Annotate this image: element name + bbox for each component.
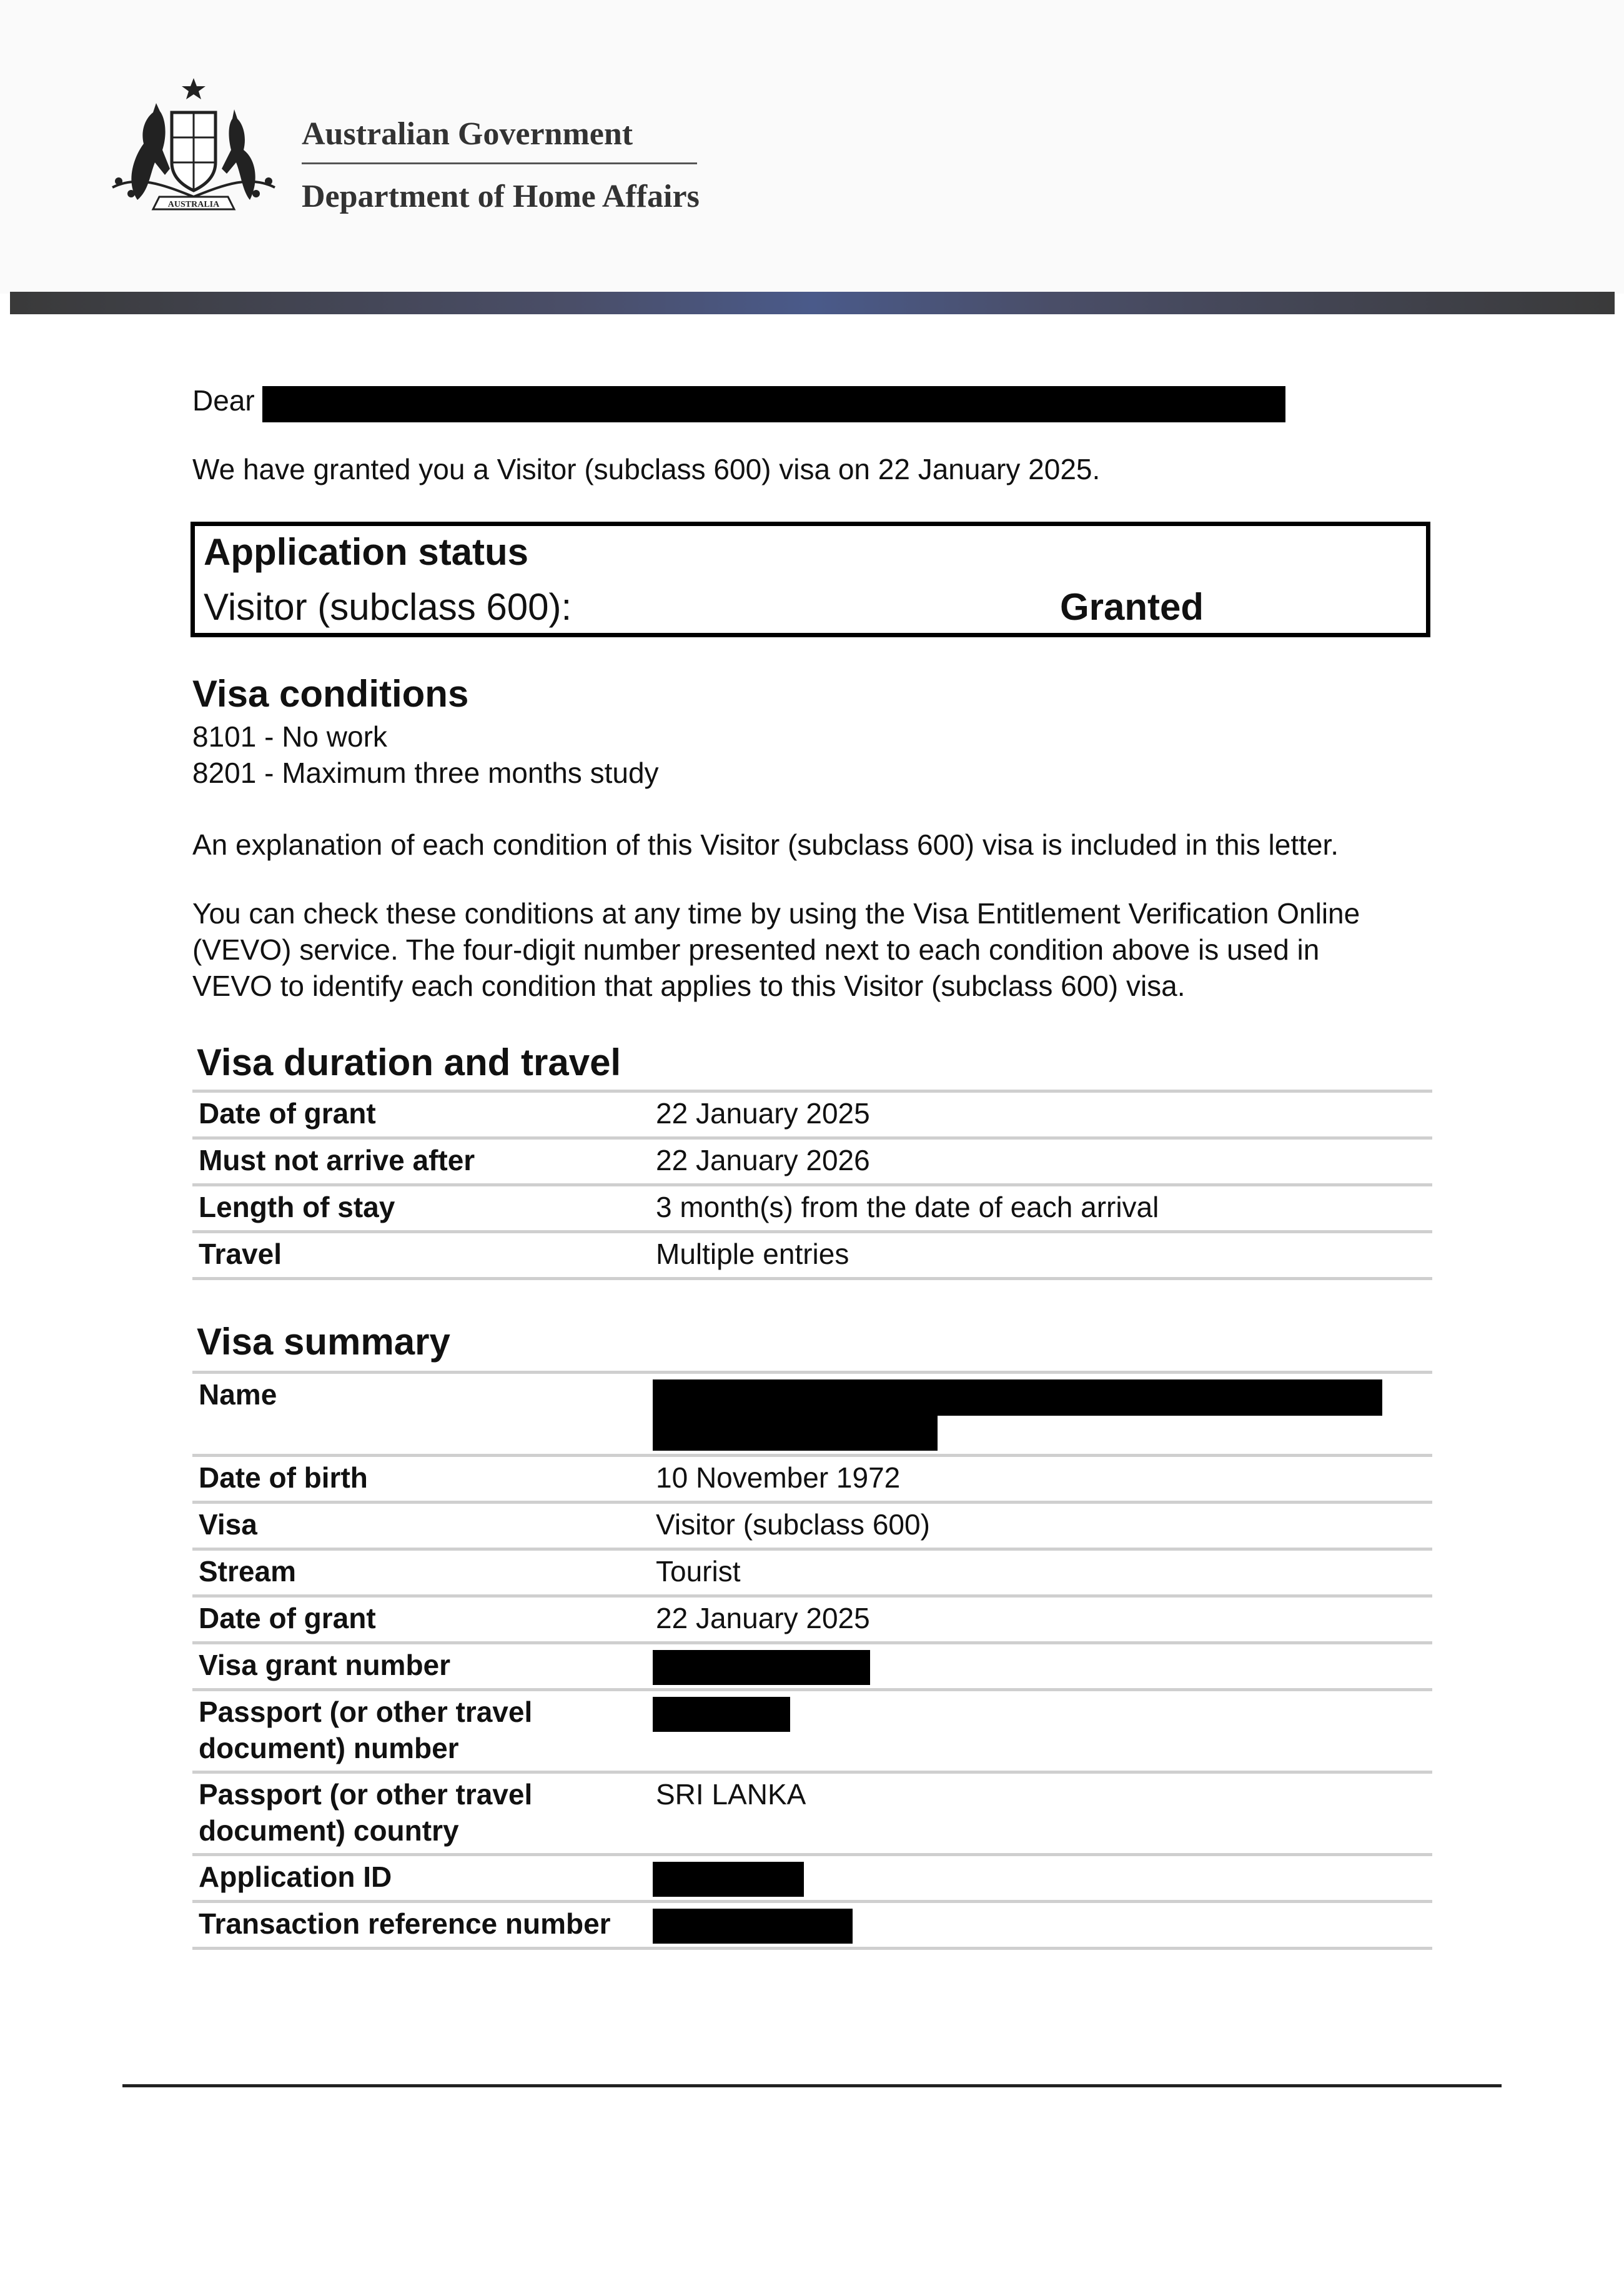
row-label: Date of grant xyxy=(199,1602,376,1634)
duration-table xyxy=(192,1090,1432,1280)
row-label-continued: document) number xyxy=(199,1732,459,1764)
row-label: Visa grant number xyxy=(199,1649,451,1681)
header-band xyxy=(10,292,1615,314)
summary-title: Visa summary xyxy=(197,1321,450,1363)
row-label: Name xyxy=(199,1378,277,1411)
status-label: Visitor (subclass 600): xyxy=(204,586,572,628)
redacted-passport-number xyxy=(653,1697,790,1732)
table-row xyxy=(192,1641,1432,1688)
table-row xyxy=(192,1230,1432,1280)
status-heading: Application status xyxy=(204,531,529,573)
vevo-paragraph-line: VEVO to identify each condition that applies to this Visitor (subclass 600) visa. xyxy=(192,970,1186,1002)
vevo-paragraph-line: You can check these conditions at any time by using the Visa Entitlement Verification Online xyxy=(192,897,1360,930)
grant-statement: We have granted you a Visitor (subclass 600) visa on 22 January 2025. xyxy=(192,453,1101,485)
table-row xyxy=(192,1454,1432,1501)
letterhead-divider xyxy=(302,162,697,164)
condition-item: 8101 - No work xyxy=(192,720,387,753)
redacted-transaction-reference xyxy=(653,1909,853,1944)
table-row xyxy=(192,1136,1432,1183)
status-value: Granted xyxy=(1060,586,1204,628)
table-row xyxy=(192,1183,1432,1230)
table-row xyxy=(192,1371,1432,1454)
table-row xyxy=(192,1900,1432,1950)
department-name: Department of Home Affairs xyxy=(302,179,700,214)
table-row xyxy=(192,1548,1432,1594)
row-value: Tourist xyxy=(656,1555,741,1588)
conditions-explanation: An explanation of each condition of this Visitor (subclass 600) visa is included in this letter. xyxy=(192,828,1339,861)
row-value: 22 January 2025 xyxy=(656,1602,870,1634)
conditions-title: Visa conditions xyxy=(192,673,469,715)
row-label: Must not arrive after xyxy=(199,1144,475,1176)
redacted-name-line-1 xyxy=(653,1379,1382,1416)
row-label: Date of grant xyxy=(199,1097,376,1130)
application-status-box xyxy=(191,522,1430,637)
row-value: 10 November 1972 xyxy=(656,1461,901,1494)
government-name: Australian Government xyxy=(302,116,633,152)
crest-banner-text: AUSTRALIA xyxy=(167,200,220,209)
summary-table xyxy=(192,1371,1432,1950)
table-row xyxy=(192,1688,1432,1771)
row-label: Visa xyxy=(199,1508,257,1541)
table-row xyxy=(192,1090,1432,1136)
footer-divider xyxy=(122,2084,1502,2087)
redacted-name-line-2 xyxy=(653,1416,938,1451)
table-row xyxy=(192,1853,1432,1900)
row-label: Passport (or other travel xyxy=(199,1696,533,1728)
row-value: Visitor (subclass 600) xyxy=(656,1508,930,1541)
row-label: Date of birth xyxy=(199,1461,368,1494)
salutation: Dear xyxy=(192,384,255,417)
duration-title: Visa duration and travel xyxy=(197,1041,621,1083)
condition-item: 8201 - Maximum three months study xyxy=(192,757,659,789)
coat-of-arms-icon xyxy=(100,75,287,219)
table-row xyxy=(192,1594,1432,1641)
table-row xyxy=(192,1501,1432,1548)
redacted-recipient-name xyxy=(262,386,1285,422)
row-value: 22 January 2025 xyxy=(656,1097,870,1130)
row-label: Stream xyxy=(199,1555,296,1588)
row-value: 3 month(s) from the date of each arrival xyxy=(656,1191,1159,1223)
redacted-grant-number xyxy=(653,1650,870,1685)
row-label: Passport (or other travel xyxy=(199,1778,533,1811)
row-label: Transaction reference number xyxy=(199,1907,611,1940)
table-row xyxy=(192,1771,1432,1853)
row-label: Application ID xyxy=(199,1861,392,1893)
row-label: Length of stay xyxy=(199,1191,395,1223)
row-value: Multiple entries xyxy=(656,1238,849,1270)
row-value: SRI LANKA xyxy=(656,1778,806,1811)
row-label: Travel xyxy=(199,1238,282,1270)
redacted-application-id xyxy=(653,1862,804,1897)
vevo-paragraph-line: (VEVO) service. The four-digit number presented next to each condition above is used in xyxy=(192,933,1320,966)
row-label-continued: document) country xyxy=(199,1814,459,1847)
letterhead xyxy=(0,0,1624,294)
row-value: 22 January 2026 xyxy=(656,1144,870,1176)
